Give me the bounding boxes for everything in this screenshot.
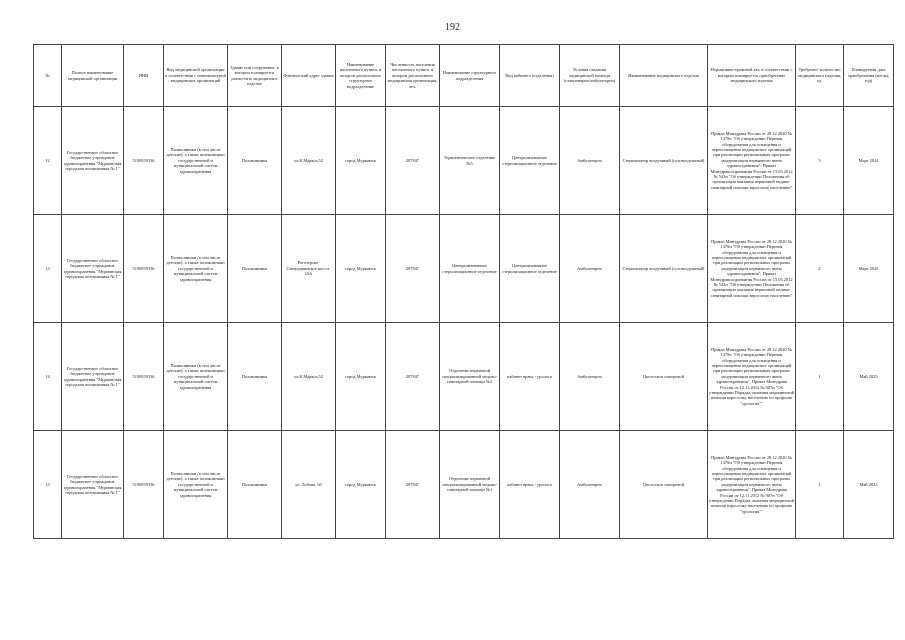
cell-device: Цистоскоп смотровой (620, 323, 708, 431)
cell-division: Отделение первичной специализированной медико-санитарной помощи №2 (440, 323, 500, 431)
cell-no: 15 (34, 431, 62, 539)
header-no: № (34, 45, 62, 107)
cell-division: Централизованное стерилизационное отделение (440, 215, 500, 323)
cell-address: ул.К.Маркса,52 (282, 323, 336, 431)
table-row (34, 431, 894, 539)
page-number: 192 (445, 22, 460, 33)
cell-date: Май 2023 (844, 431, 894, 539)
cell-org: Государственное областное бюджетное учреждение здравоохранения "Мурманская городская поликлиника № 1" (62, 323, 124, 431)
cell-type: Поликлиники (в том числе детские), а также поликлиники государственной и муниципальной систем здравоохранения (164, 107, 228, 215)
cell-address: ул. Лобова, 65 (282, 431, 336, 539)
cell-population: 287847 (386, 107, 440, 215)
cell-no: 13 (34, 215, 62, 323)
header-division: Наименование структурного подразделения (440, 45, 500, 107)
cell-cabinet: Централизованное стерилизационное отделение (500, 107, 560, 215)
cell-org: Государственное областное бюджетное учреждение здравоохранения "Мурманская городская поликлиника № 1" (62, 107, 124, 215)
header-cabinet: Вид кабинета (отделения) (500, 45, 560, 107)
cell-qty: 2 (796, 215, 844, 323)
header-row (34, 45, 894, 107)
cell-act: Приказ Минздрава России от 28.12.2020 № 1379н "Об утверждении Перечня оборудования для оснащения и переоснащения медицинских организаций при реализации региональных программ модернизации первичного звена здравоохранения", Приказ Минздрава России от 12.11.2012 № 907н "Об утверждении Порядка оказания медицинской помощи взрослому населению по профилю "урология"" (708, 431, 796, 539)
header-qty: Требуемое количество медицинского изделия, ед. (796, 45, 844, 107)
header-population: Численность населения населенного пункта, в котором расположено медицинская организация, чел. (386, 45, 440, 107)
cell-conditions: Амбулаторно (560, 431, 620, 539)
cell-qty: 1 (796, 431, 844, 539)
table-row (34, 107, 894, 215)
cell-device: Стерилизатор воздушный (суховоздушный) (620, 107, 708, 215)
cell-population: 287847 (386, 215, 440, 323)
header-conditions: Условия оказания медицинской помощи (стационарно/амбулаторно) (560, 45, 620, 107)
cell-type: Поликлиники (в том числе детские), а также поликлиники государственной и муниципальной систем здравоохранения (164, 431, 228, 539)
cell-inn: 5190059336 (124, 107, 164, 215)
cell-inn: 5190059336 (124, 431, 164, 539)
cell-type: Поликлиники (в том числе детские), а также поликлиники государственной и муниципальной систем здравоохранения (164, 323, 228, 431)
cell-act: Приказ Минздрава России от 28.12.2020 № 1379н "Об утверждении Перечня оборудования для оснащения и переоснащения медицинских организаций при реализации региональных программ модернизации первичного звена здравоохранения", Приказ Минздравсоцразвития России от 15.05.2012 № 543н "Об утверждении Положения об организации оказания первичной медико-санитарной помощи взрослому населению" (708, 107, 796, 215)
cell-building: Поликлиника (228, 431, 282, 539)
cell-cabinet: кабинет врача - уролога (500, 323, 560, 431)
cell-building: Поликлиника (228, 215, 282, 323)
header-act: Нормативно-правовой акт, в соответствии с которым планируется приобретение медицинского изделия (708, 45, 796, 107)
cell-org: Государственное областное бюджетное учреждение здравоохранения "Мурманская городская поликлиника № 1" (62, 431, 124, 539)
cell-inn: 5190059336 (124, 215, 164, 323)
cell-cabinet: кабинет врача - уролога (500, 431, 560, 539)
cell-population: 287847 (386, 323, 440, 431)
cell-qty: 3 (796, 107, 844, 215)
cell-org: Государственное областное бюджетное учреждение здравоохранения "Мурманская городская поликлиника № 1" (62, 215, 124, 323)
cell-division: Отделение первичной специализированной медико-санитарной помощи №1 (440, 431, 500, 539)
cell-date: Март 2025 (844, 215, 894, 323)
cell-device: Стерилизатор воздушный (суховоздушный) (620, 215, 708, 323)
cell-cabinet: Централизованное стерилизационное отделение (500, 215, 560, 323)
cell-type: Поликлиники (в том числе детские), а также поликлиники государственной и муниципальной систем здравоохранения (164, 215, 228, 323)
cell-locality: город Мурманск (336, 215, 386, 323)
table-row (34, 323, 894, 431)
cell-date: Март 2024 (844, 107, 894, 215)
header-inn: ИНН (124, 45, 164, 107)
cell-conditions: Амбулаторно (560, 215, 620, 323)
header-type: Вид медицинской организации в соответствии с номенклатурой медицинских организаций (164, 45, 228, 107)
cell-device: Цистоскоп смотровой (620, 431, 708, 539)
cell-population: 287847 (386, 431, 440, 539)
header-date: Планируемая дата приобретения (месяц, год) (844, 45, 894, 107)
cell-act: Приказ Минздрава России от 28.12.2020 № 1379н "Об утверждении Перечня оборудования для оснащения и переоснащения медицинских организаций при реализации региональных программ модернизации первичного звена здравоохранения", Приказ Минздрава России от 12.11.2012 № 907н "Об утверждении Порядка оказания медицинской помощи взрослому населению по профилю "урология"" (708, 323, 796, 431)
page-blank-area (33, 541, 893, 640)
table-row (34, 215, 894, 323)
cell-building: Поликлиника (228, 107, 282, 215)
header-building: Здание или сооружение, в котором планируется разместить медицинское изделие (228, 45, 282, 107)
cell-address: ул.К.Маркса,52 (282, 107, 336, 215)
cell-locality: город Мурманск (336, 431, 386, 539)
header-locality: Наименование населенного пункта, в котором расположено структурное подразделение (336, 45, 386, 107)
cell-conditions: Амбулаторно (560, 107, 620, 215)
cell-locality: город Мурманск (336, 323, 386, 431)
cell-date: Май 2025 (844, 323, 894, 431)
cell-inn: 5190059336 (124, 323, 164, 431)
cell-division: Терапевтическое отделение №5 (440, 107, 500, 215)
cell-act: Приказ Минздрава России от 28.12.2020 № 1379н "Об утверждении Перечня оборудования для оснащения и переоснащения медицинских организаций при реализации региональных программ модернизации первичного звена здравоохранения", Приказ Минздравсоцразвития России от 15.05.2012 № 543н "Об утверждении Положения об организации оказания первичной медико-санитарной помощи взрослому населению" (708, 215, 796, 323)
cell-building: Поликлиника (228, 323, 282, 431)
header-org: Полное наименование медицинской организации (62, 45, 124, 107)
header-address: Фактический адрес здания (282, 45, 336, 107)
cell-no: 12 (34, 107, 62, 215)
equipment-table (33, 44, 894, 539)
header-device: Наименование медицинского изделия (620, 45, 708, 107)
cell-no: 14 (34, 323, 62, 431)
cell-conditions: Амбулаторно (560, 323, 620, 431)
cell-address: Рогозерско-Северодвинское шоссе, 10А (282, 215, 336, 323)
cell-locality: город Мурманск (336, 107, 386, 215)
cell-qty: 1 (796, 323, 844, 431)
